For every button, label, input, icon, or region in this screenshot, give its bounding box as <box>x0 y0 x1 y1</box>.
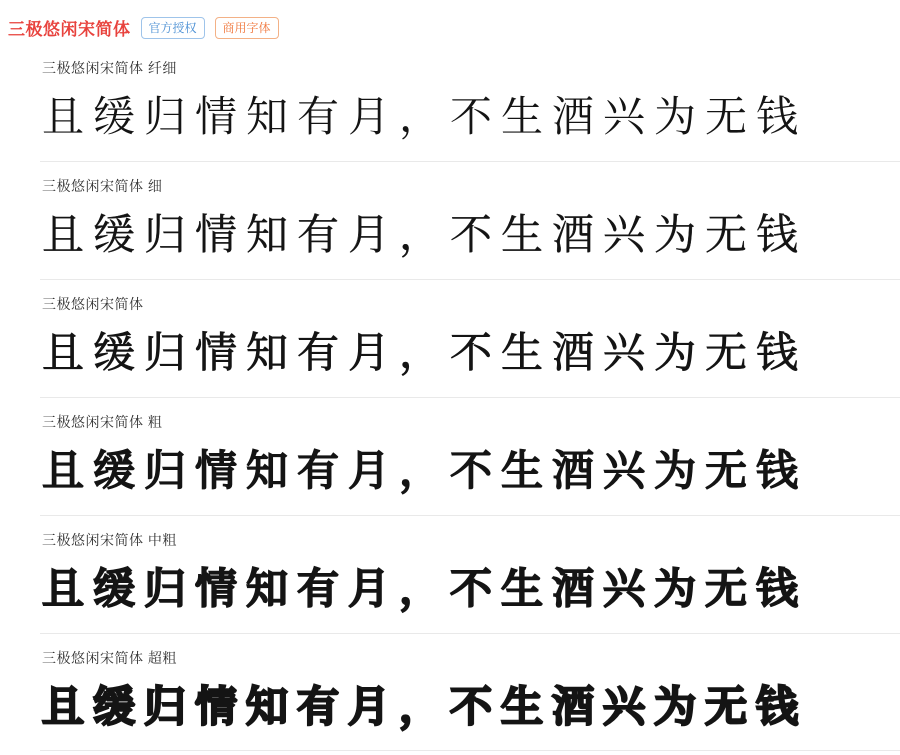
official-license-badge[interactable]: 官方授权 <box>141 17 205 39</box>
font-sample-text: 且缓归情知有月，不生酒兴为无钱 <box>42 212 808 259</box>
font-variant-row <box>40 516 900 634</box>
font-sample-text: 且缓归情知有月，不生酒兴为无钱 <box>42 448 808 495</box>
commercial-font-badge[interactable]: 商用字体 <box>215 17 279 39</box>
font-variant-row <box>40 398 900 516</box>
font-sample-text: 且缓归情知有月，不生酒兴为无钱 <box>42 95 808 141</box>
font-sample-text: 且缓归情知有月，不生酒兴为无钱 <box>42 566 808 613</box>
font-variant-name: 三极悠闲宋简体 超粗 <box>42 649 177 666</box>
font-variant-name: 三极悠闲宋简体 中粗 <box>42 531 177 548</box>
page-header <box>0 0 900 44</box>
font-variant-row <box>40 634 900 752</box>
font-variant-name: 三极悠闲宋简体 细 <box>42 177 163 194</box>
font-variant-row <box>40 280 900 398</box>
font-variant-name: 三极悠闲宋简体 <box>42 295 144 312</box>
font-sample-text: 且缓归情知有月，不生酒兴为无钱 <box>42 330 808 377</box>
font-variant-row <box>40 162 900 280</box>
font-variant-name: 三极悠闲宋简体 纤细 <box>42 60 177 76</box>
font-variant-list <box>40 44 900 751</box>
page-title: 三极悠闲宋简体 <box>8 20 131 39</box>
font-sample-text: 且缓归情知有月，不生酒兴为无钱 <box>42 684 808 731</box>
font-variant-row <box>40 44 900 162</box>
font-variant-name: 三极悠闲宋简体 粗 <box>42 413 163 430</box>
